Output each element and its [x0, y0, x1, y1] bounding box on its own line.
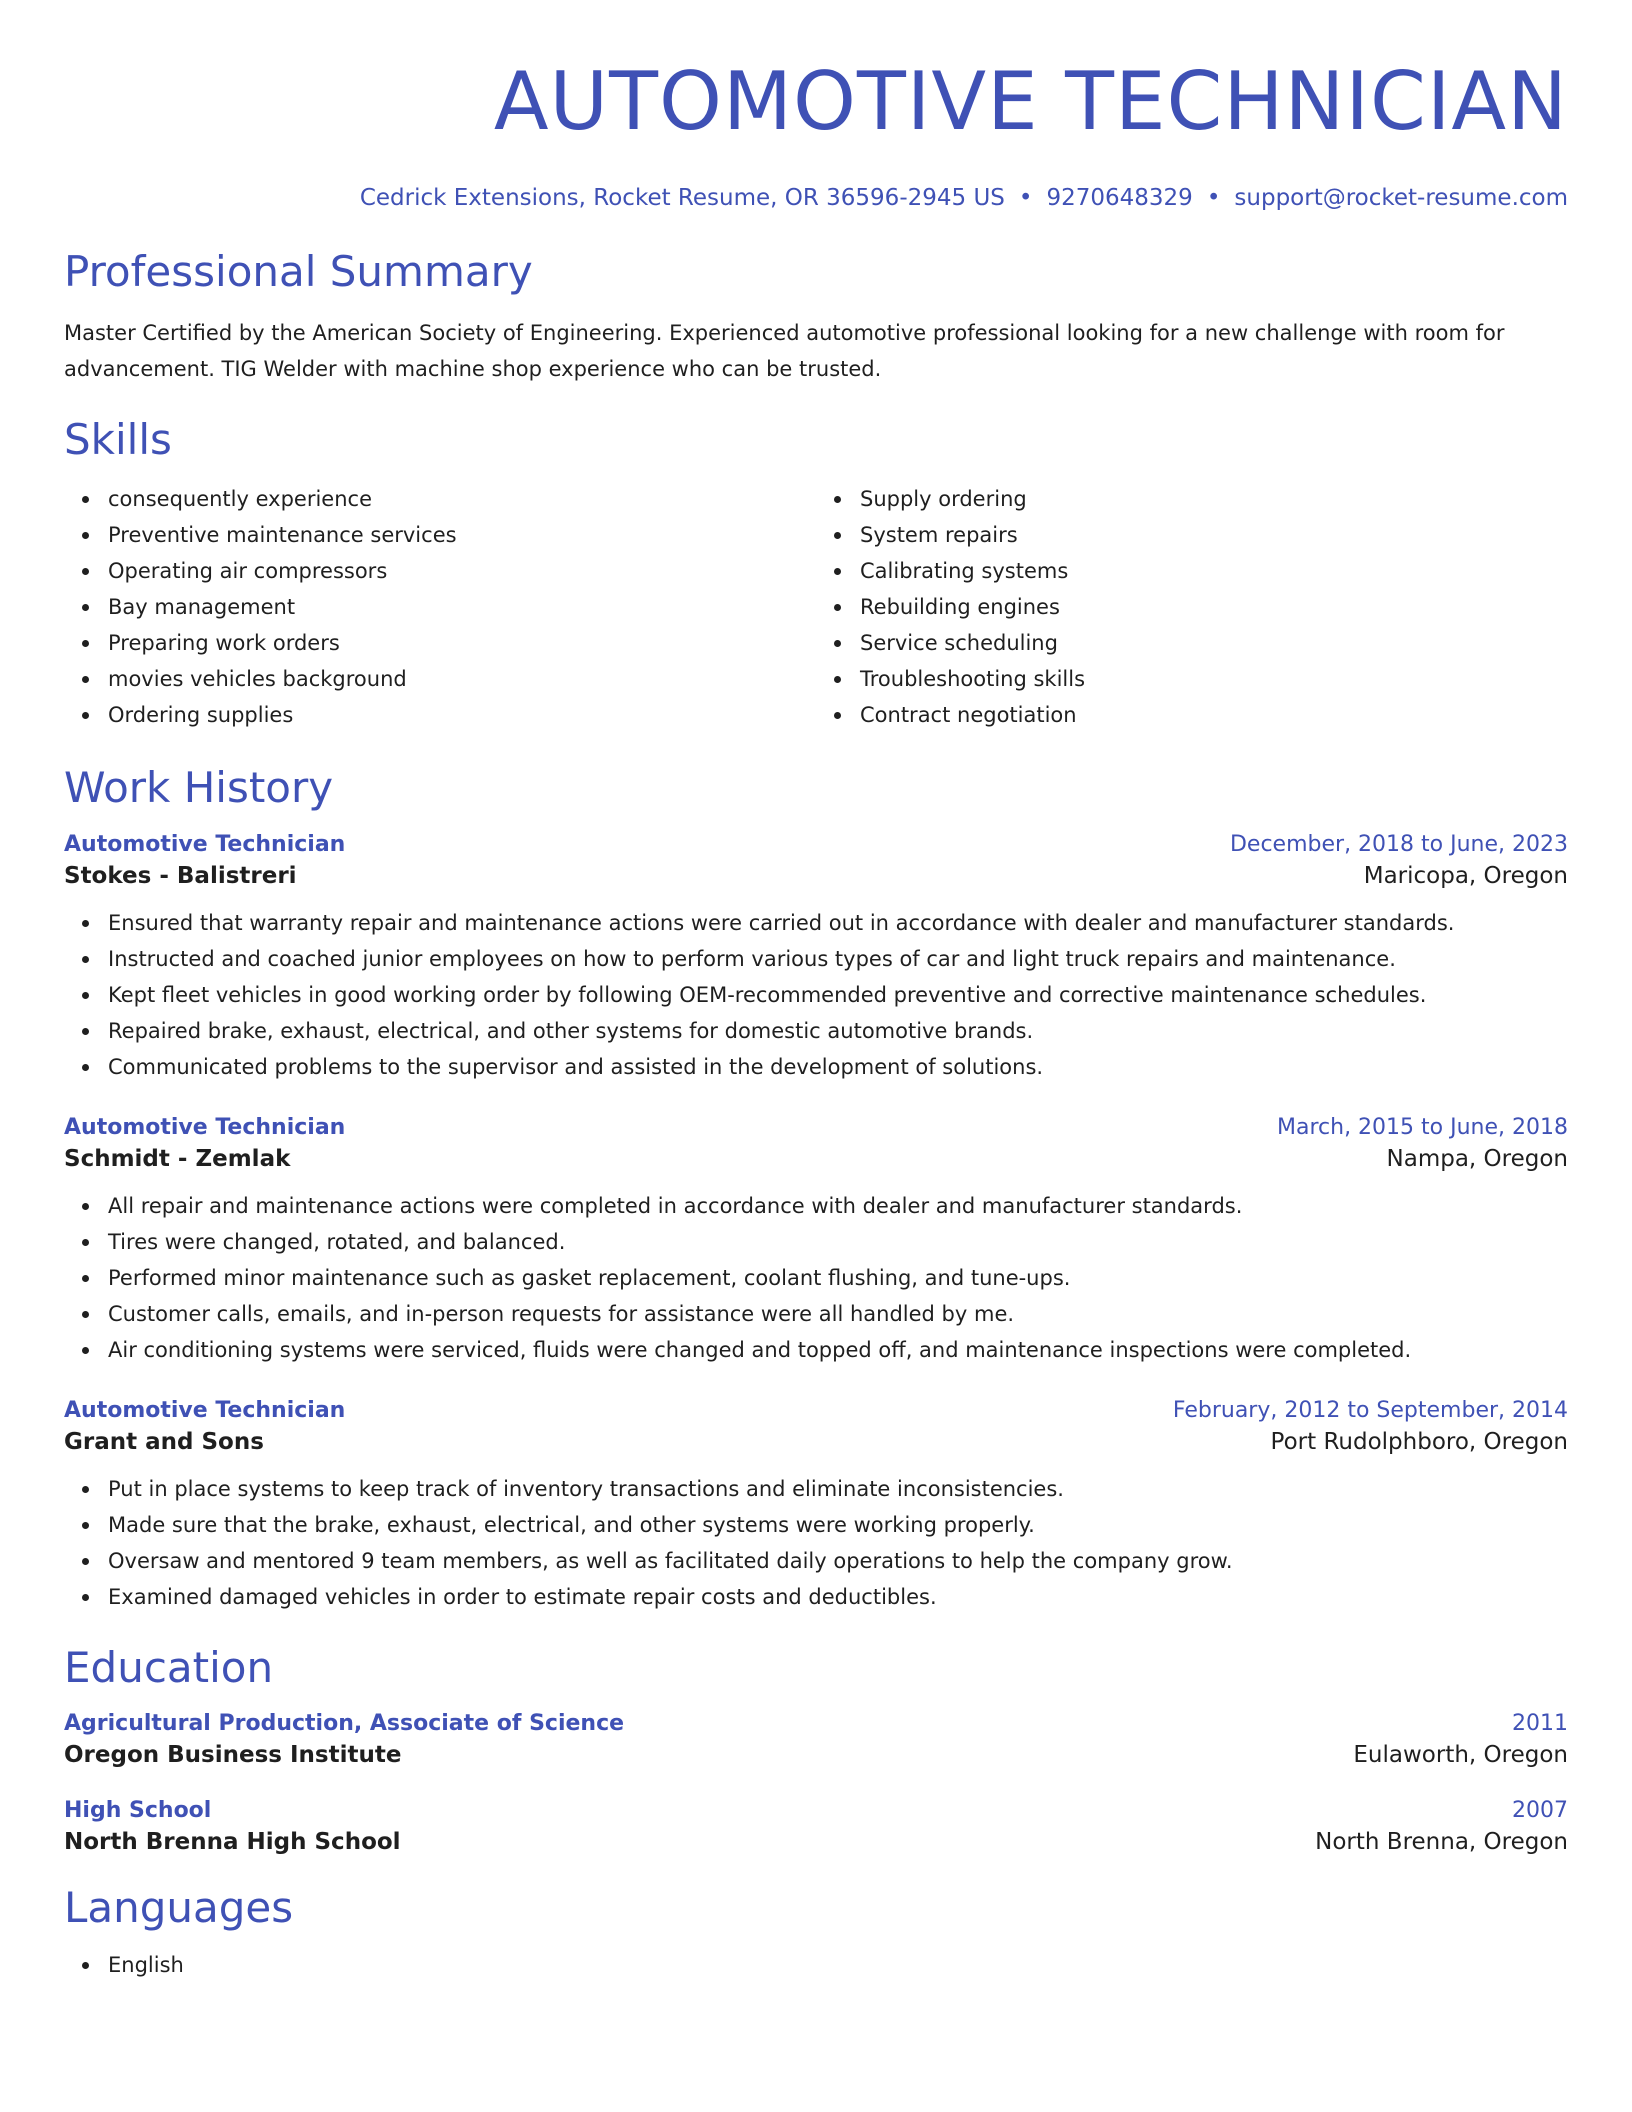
job-title: Automotive Technician — [64, 1114, 346, 1140]
education-entry — [64, 1711, 1568, 1768]
skill-item: movies vehicles background — [108, 661, 816, 697]
languages-list — [64, 1947, 1568, 1983]
job-bullet: Performed minor maintenance such as gasket replacement, coolant flushing, and tune-ups. — [108, 1260, 1568, 1296]
job-title: Automotive Technician — [64, 831, 346, 857]
education-school: North Brenna High School — [64, 1828, 401, 1855]
skills-heading: Skills — [64, 415, 172, 465]
job-bullet: Instructed and coached junior employees on how to perform various types of car and light truck repairs and maintenance. — [108, 941, 1568, 977]
education-year: 2007 — [1512, 1797, 1568, 1823]
job-location: Maricopa, Oregon — [1363, 862, 1568, 889]
languages-section — [64, 1882, 1568, 1983]
skills-right-column — [816, 481, 1568, 733]
education-heading: Education — [64, 1642, 274, 1692]
contact-separator: • — [1018, 185, 1033, 211]
education-section — [64, 1642, 1568, 1855]
skills-section — [64, 417, 1568, 733]
job-bullets — [64, 905, 1568, 1085]
job-company: Schmidt - Zemlak — [64, 1145, 291, 1172]
job-bullet: Oversaw and mentored 9 team members, as well as facilitated daily operations to help the company grow. — [108, 1543, 1568, 1579]
job-bullet: Put in place systems to keep track of inventory transactions and eliminate inconsistencies. — [108, 1471, 1568, 1507]
job-dates: March, 2015 to June, 2018 — [1277, 1114, 1568, 1140]
skill-item: Rebuilding engines — [860, 589, 1568, 625]
job-bullet: Kept fleet vehicles in good working order by following OEM-recommended preventive and corrective maintenance schedules. — [108, 977, 1568, 1013]
summary-text: Master Certified by the American Society of Engineering. Experienced automotive professional looking for a new challenge with room for advancement. TIG Welder with machine shop experience who can be trusted. — [64, 321, 1505, 382]
job-dates: December, 2018 to June, 2023 — [1229, 831, 1568, 857]
work-history-heading: Work History — [64, 763, 334, 813]
skill-item: Preparing work orders — [108, 625, 816, 661]
job-bullet: Ensured that warranty repair and maintenance actions were carried out in accordance with dealer and manufacturer standards. — [108, 905, 1568, 941]
skill-item: System repairs — [860, 517, 1568, 553]
skill-item: Contract negotiation — [860, 697, 1568, 733]
job-entry — [64, 1115, 1568, 1368]
contact-address: Cedrick Extensions, Rocket Resume, OR 36596-2945 US — [359, 185, 1005, 211]
contact-email[interactable]: support@rocket-resume.com — [1234, 185, 1568, 211]
resume-page — [64, 0, 1568, 1983]
skill-item: consequently experience — [108, 481, 816, 517]
skill-item: Bay management — [108, 589, 816, 625]
job-dates: February, 2012 to September, 2014 — [1172, 1397, 1568, 1423]
job-bullet: Repaired brake, exhaust, electrical, and other systems for domestic automotive brands. — [108, 1013, 1568, 1049]
skill-item: Ordering supplies — [108, 697, 816, 733]
job-bullet: Communicated problems to the supervisor and assisted in the development of solutions. — [108, 1049, 1568, 1085]
skill-item: Troubleshooting skills — [860, 661, 1568, 697]
skill-item: Preventive maintenance services — [108, 517, 816, 553]
languages-heading: Languages — [64, 1882, 294, 1932]
contact-line — [64, 185, 1568, 211]
language-item: English — [108, 1947, 1568, 1983]
skill-item: Operating air compressors — [108, 553, 816, 589]
job-title: Automotive Technician — [64, 1397, 346, 1423]
job-entry — [64, 1398, 1568, 1615]
resume-title: AUTOMOTIVE TECHNICIAN — [493, 55, 1568, 148]
job-company: Grant and Sons — [64, 1428, 264, 1455]
skills-columns — [64, 481, 1568, 733]
job-company: Stokes - Balistreri — [64, 862, 297, 889]
job-bullet: Customer calls, emails, and in-person requests for assistance were all handled by me. — [108, 1296, 1568, 1332]
education-school: Oregon Business Institute — [64, 1741, 402, 1768]
contact-phone: 9270648329 — [1046, 185, 1193, 211]
education-entry — [64, 1798, 1568, 1855]
education-degree: High School — [64, 1797, 212, 1823]
job-bullet: Examined damaged vehicles in order to estimate repair costs and deductibles. — [108, 1579, 1568, 1615]
education-degree: Agricultural Production, Associate of Science — [64, 1710, 625, 1736]
skill-item: Calibrating systems — [860, 553, 1568, 589]
job-bullets — [64, 1471, 1568, 1615]
skills-left-column — [64, 481, 816, 733]
job-entry — [64, 832, 1568, 1085]
job-bullet: Tires were changed, rotated, and balanced. — [108, 1224, 1568, 1260]
skill-item: Supply ordering — [860, 481, 1568, 517]
education-year: 2011 — [1512, 1710, 1568, 1736]
skill-item: Service scheduling — [860, 625, 1568, 661]
job-bullet: Air conditioning systems were serviced, fluids were changed and topped off, and maintenance inspections were completed. — [108, 1332, 1568, 1368]
summary-section — [64, 249, 1568, 387]
job-location: Port Rudolphboro, Oregon — [1270, 1428, 1568, 1455]
job-bullet: Made sure that the brake, exhaust, electrical, and other systems were working properly. — [108, 1507, 1568, 1543]
contact-separator: • — [1206, 185, 1221, 211]
education-location: North Brenna, Oregon — [1315, 1828, 1568, 1855]
job-location: Nampa, Oregon — [1386, 1145, 1568, 1172]
education-location: Eulaworth, Oregon — [1353, 1741, 1568, 1768]
summary-heading: Professional Summary — [64, 247, 533, 296]
work-history-section — [64, 765, 1568, 1614]
job-bullet: All repair and maintenance actions were completed in accordance with dealer and manufacturer standards. — [108, 1188, 1568, 1224]
job-bullets — [64, 1188, 1568, 1368]
